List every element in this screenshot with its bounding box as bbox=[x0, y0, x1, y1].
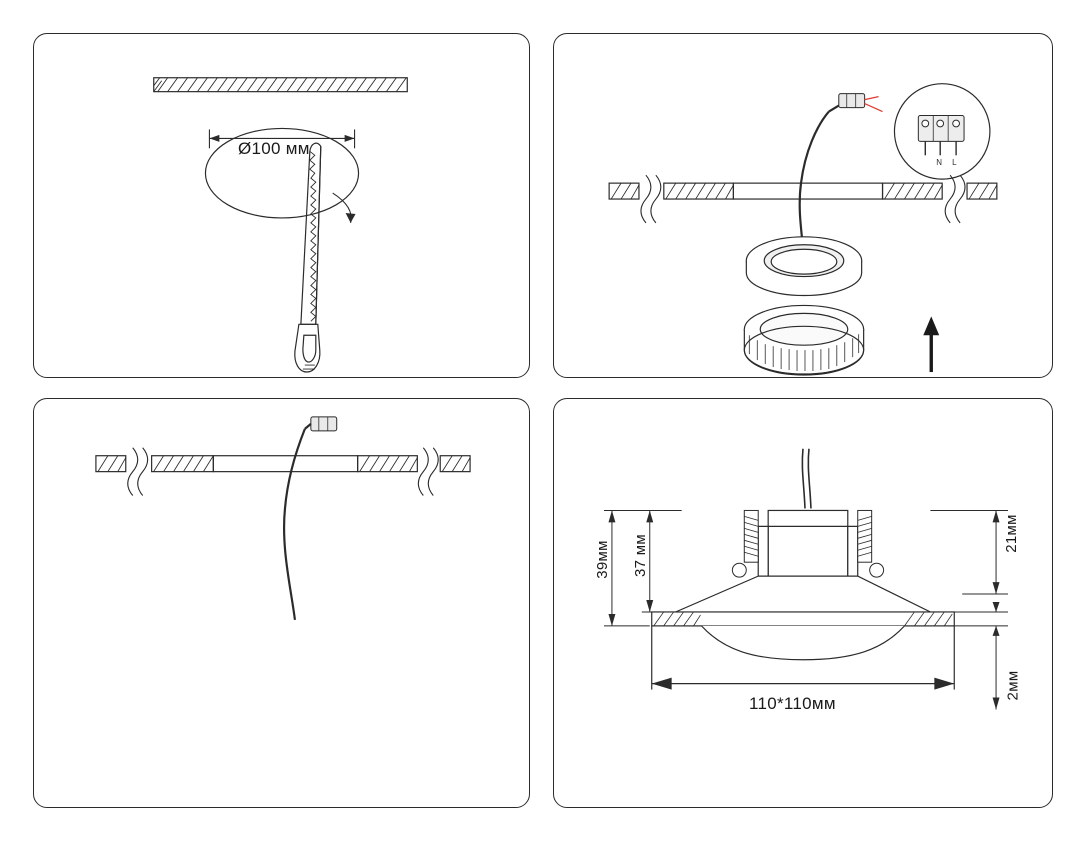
rotation-arrow bbox=[333, 193, 356, 223]
dim-21mm bbox=[930, 510, 1008, 594]
dim-37mm-label: 37 мм bbox=[631, 534, 649, 577]
hole-diameter-label: Ø100 мм bbox=[238, 139, 310, 158]
terminal-block bbox=[839, 94, 865, 108]
hand-saw bbox=[295, 143, 321, 372]
dim-21mm-label: 21мм bbox=[1002, 514, 1020, 553]
panel-step-1 bbox=[33, 33, 530, 378]
cross-section-body bbox=[652, 510, 955, 659]
dim-2mm-label: 2мм bbox=[1004, 670, 1022, 701]
insert-arrow-up bbox=[923, 316, 939, 372]
panel-step-2 bbox=[553, 33, 1053, 378]
cable bbox=[284, 429, 305, 620]
panel-step-3 bbox=[33, 398, 530, 808]
dim-2mm bbox=[954, 602, 1008, 709]
dim-110-label: 110*110мм bbox=[749, 694, 836, 713]
terminal-block-detail bbox=[918, 116, 964, 142]
panel-step-4 bbox=[553, 398, 1053, 808]
terminal-block bbox=[311, 417, 337, 431]
terminal-label-n: N bbox=[936, 158, 942, 168]
dim-39mm-label: 39мм bbox=[593, 540, 611, 579]
terminal-label-l: L bbox=[952, 158, 957, 168]
lamp-module-round bbox=[746, 237, 861, 296]
cable bbox=[802, 449, 805, 509]
ceiling-hatched-slab bbox=[154, 78, 408, 92]
lamp-ring bbox=[744, 305, 863, 375]
